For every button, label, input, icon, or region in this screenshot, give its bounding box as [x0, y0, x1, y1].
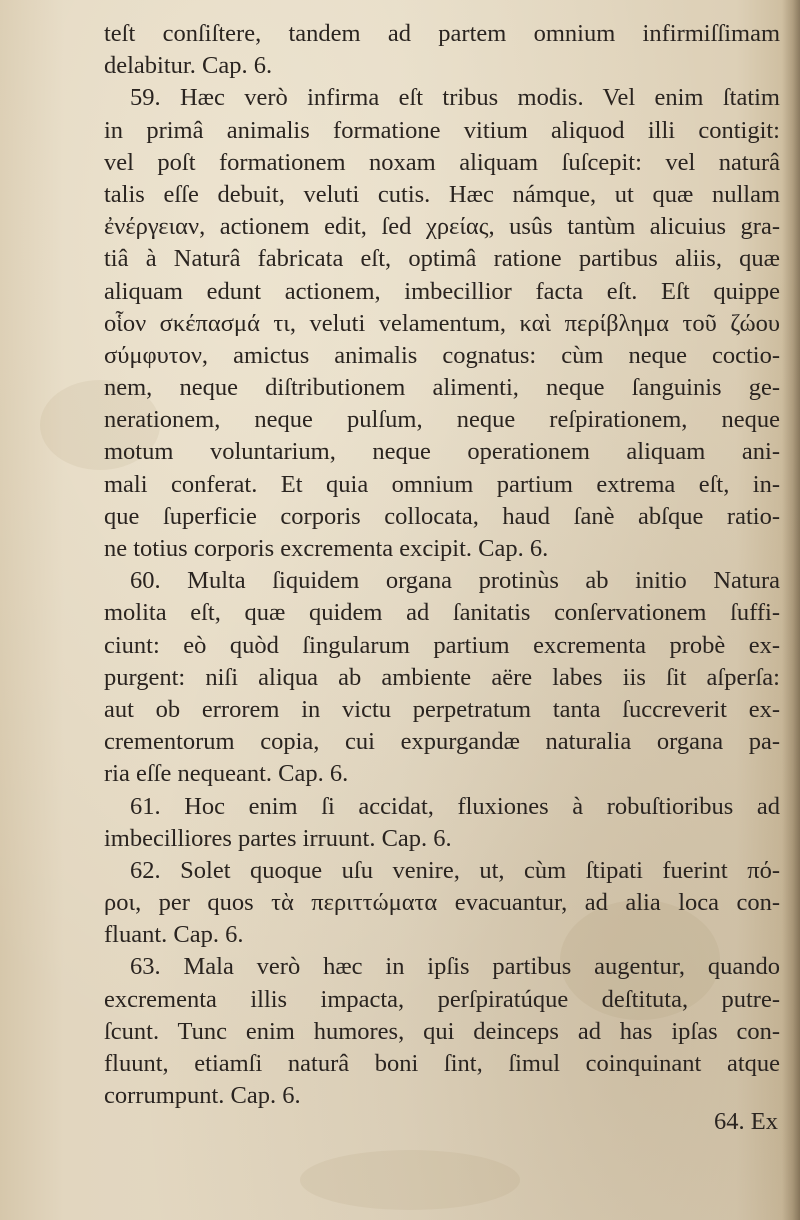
text-line: 59. Hæc verò infirma eſt tribus modis. Vel enim ſtatim — [130, 84, 780, 112]
text-line: crementorum copia, cui expurgandæ naturalia organa pa- — [104, 728, 780, 756]
text-line: molita eſt, quæ quidem ad ſanitatis conſervationem ſuffi- — [104, 599, 780, 627]
text-line: fluunt, etiamſi naturâ boni ſint, ſimul coinquinant atque — [104, 1050, 780, 1077]
text-line: 63. Mala verò hæc in ipſis partibus augentur, quando — [130, 953, 780, 981]
text-line: aut ob errorem in victu perpetratum tanta ſuccreverit ex- — [104, 695, 780, 723]
paper-stain — [300, 1150, 520, 1210]
text-line: motum voluntarium, neque operationem aliquam ani- — [104, 438, 780, 466]
text-line: imbecilliores partes irruunt. Cap. 6. — [104, 824, 452, 852]
text-line: delabitur. Cap. 6. — [104, 52, 273, 80]
text-line: 62. Solet quoque uſu venire, ut, cùm ſtipati fuerint πό- — [130, 856, 780, 884]
text-line: corrumpunt. Cap. 6. — [104, 1082, 301, 1110]
text-line: aliquam edunt actionem, imbecillior facta eſt. Eſt quippe — [104, 277, 780, 305]
text-line: purgent: niſi aliqua ab ambiente aëre labes iis ſit aſperſa: — [104, 663, 780, 691]
text-line: excrementa illis impacta, perſpiratúque deſtituta, putre- — [104, 985, 780, 1013]
page-body-text — [104, 18, 780, 1112]
text-line: tiâ à Naturâ fabricata eſt, optimâ ratione partibus aliis, quæ — [104, 245, 780, 273]
text-line: teſt conſiſtere, tandem ad partem omnium infirmiſſimam — [104, 20, 780, 47]
text-line: vel poſt formationem noxam aliquam ſuſcepit: vel naturâ — [104, 148, 780, 176]
text-line: ria eſſe nequeant. Cap. 6. — [104, 760, 349, 788]
text-line: nerationem, neque pulſum, neque reſpirationem, neque — [104, 406, 780, 434]
text-line: ροι, per quos τὰ περιττώματα evacuantur, ad alia loca con- — [104, 889, 780, 917]
text-line: talis eſſe debuit, veluti cutis. Hæc námque, ut quæ nullam — [104, 180, 780, 208]
text-line: fluant. Cap. 6. — [104, 921, 244, 949]
page-edge-shadow — [782, 0, 800, 1220]
text-line: ne totius corporis excrementa excipit. Cap. 6. — [104, 535, 549, 562]
text-line: 60. Multa ſiquidem organa protinùs ab initio Natura — [130, 567, 780, 595]
text-line: σύμφυτον, amictus animalis cognatus: cùm neque coctio- — [104, 341, 780, 369]
text-line: in primâ animalis formatione vitium aliquod illi contigit: — [104, 116, 780, 144]
text-line: ἐνέργειαν, actionem edit, ſed χρείας, usûs tantùm alicuius gra- — [104, 213, 780, 241]
text-line: mali conferat. Et quia omnium partium extrema eſt, in- — [104, 470, 780, 498]
text-line: 61. Hoc enim ſi accidat, fluxiones à robuſtioribus ad — [130, 792, 780, 820]
text-line: οἷον σκέπασμά τι, veluti velamentum, καὶ περίβλημα τοῦ ζώου — [104, 309, 780, 337]
text-line: ciunt: eò quòd ſingularum partium excrementa probè ex- — [104, 631, 780, 659]
text-line: nem, neque diſtributionem alimenti, neque ſanguinis ge- — [104, 374, 780, 402]
text-line: ſcunt. Tunc enim humores, qui deinceps ad has ipſas con- — [104, 1017, 780, 1045]
text-line: que ſuperficie corporis collocata, haud ſanè abſque ratio- — [104, 502, 780, 530]
catchword: 64. Ex — [714, 1108, 778, 1135]
